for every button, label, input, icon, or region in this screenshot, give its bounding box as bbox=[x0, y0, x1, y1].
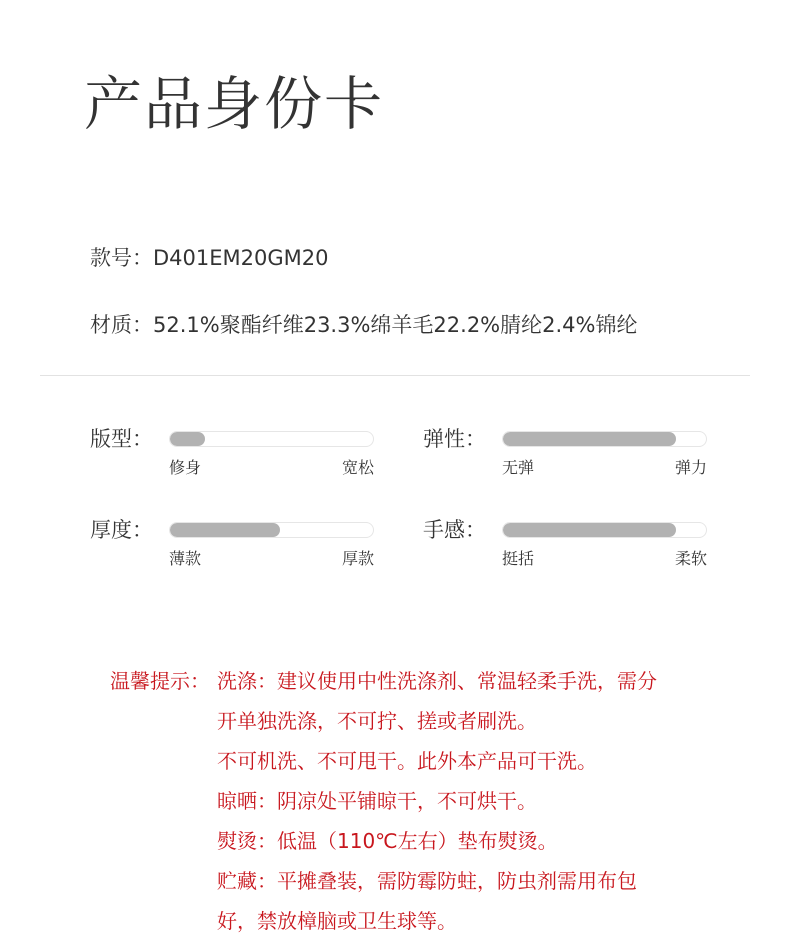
attribute-elasticity bbox=[423, 425, 743, 485]
attribute-hand-feel-low-label: 挺括 bbox=[502, 549, 535, 568]
care-lines bbox=[217, 666, 657, 946]
attribute-fit-low-label: 修身 bbox=[169, 458, 202, 477]
attribute-elasticity-fill bbox=[503, 432, 676, 446]
attribute-hand-feel bbox=[423, 516, 743, 576]
care-line: 洗涤：建议使用中性洗涤剂、常温轻柔手洗，需分 bbox=[217, 669, 657, 693]
style-number-value: D401EM20GM20 bbox=[153, 246, 329, 270]
attribute-elasticity-low-label: 无弹 bbox=[502, 458, 535, 477]
attribute-thickness-low-label: 薄款 bbox=[169, 549, 202, 568]
style-number-label: 款号： bbox=[90, 246, 153, 270]
attribute-elasticity-label: 弹性： bbox=[423, 427, 486, 451]
attribute-hand-feel-scale bbox=[502, 522, 707, 538]
material-label: 材质： bbox=[90, 313, 153, 337]
care-title: 温馨提示： bbox=[110, 669, 210, 693]
care-line: 晾晒：阴凉处平铺晾干，不可烘干。 bbox=[217, 789, 537, 813]
attribute-hand-feel-fill bbox=[503, 523, 676, 537]
attribute-thickness-high-label: 厚款 bbox=[341, 549, 374, 568]
care-line: 不可机洗、不可甩干。此外本产品可干洗。 bbox=[217, 749, 597, 773]
care-line: 开单独洗涤，不可拧、搓或者刷洗。 bbox=[217, 709, 537, 733]
care-line: 好，禁放樟脑或卫生球等。 bbox=[217, 909, 457, 933]
attribute-elasticity-high-label: 弹力 bbox=[674, 458, 707, 477]
care-line: 熨烫：低温（110℃左右）垫布熨烫。 bbox=[217, 829, 558, 853]
page-title: 产品身份卡 bbox=[84, 70, 385, 138]
attribute-fit-high-label: 宽松 bbox=[341, 458, 374, 477]
attribute-thickness-scale bbox=[169, 522, 374, 538]
attribute-fit-fill bbox=[170, 432, 205, 446]
style-number-row bbox=[90, 244, 328, 272]
material-value: 52.1%聚酯纤维23.3%绵羊毛22.2%腈纶2.4%锦纶 bbox=[153, 313, 638, 337]
attribute-hand-feel-high-label: 柔软 bbox=[674, 549, 707, 568]
material-row bbox=[90, 311, 638, 339]
section-divider bbox=[40, 375, 750, 376]
attribute-elasticity-scale bbox=[502, 431, 707, 447]
attribute-thickness bbox=[90, 516, 410, 576]
care-line: 贮藏：平摊叠装，需防霉防蛀，防虫剂需用布包 bbox=[217, 869, 637, 893]
attribute-fit-scale bbox=[169, 431, 374, 447]
attribute-fit bbox=[90, 425, 410, 485]
attribute-hand-feel-label: 手感： bbox=[423, 518, 486, 542]
attribute-thickness-fill bbox=[170, 523, 280, 537]
attribute-thickness-label: 厚度： bbox=[90, 518, 153, 542]
attribute-fit-label: 版型： bbox=[90, 427, 153, 451]
